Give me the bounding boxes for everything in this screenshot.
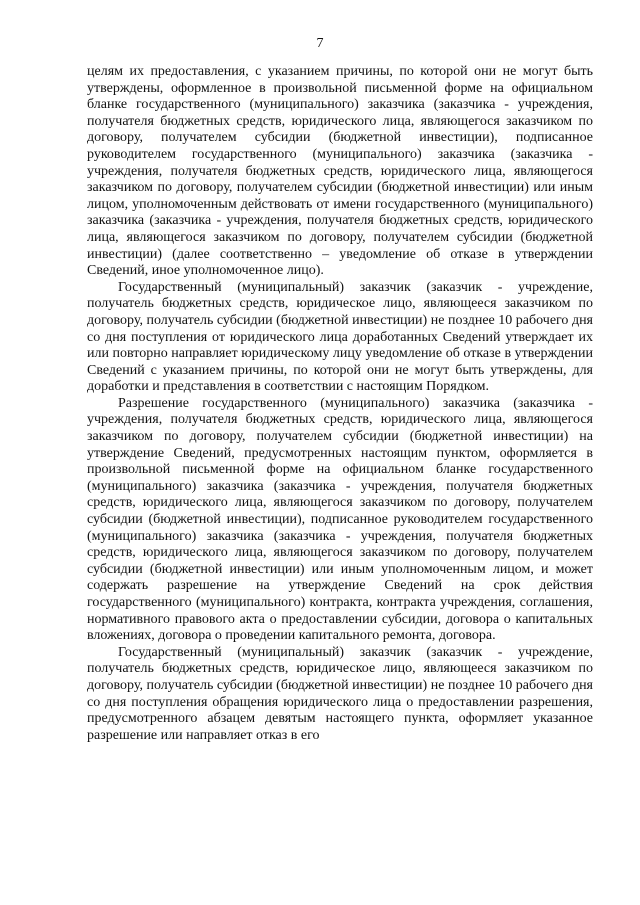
paragraph-continuation: целям их предоставления, с указанием причины, по которой они не могут быть утверждены, оформленное в произвольной письменной форме на официальном бланке государственного (муниципального) заказчика (заказчика - учреждения, получателя бюджетных средств, юридического лица, являющегося заказчиком по договору, получателем субсидии (бюджетной инвестиции), подписанное руководителем государственного (муниципального) заказчика (заказчика - учреждения, получателя бюджетных средств, юридического лица, являющегося заказчиком по договору, получателем субсидии (бюджетной инвестиции) или иным лицом, уполномоченным действовать от имени государственного (муниципального) заказчика (заказчика - учреждения, получателя бюджетных средств, юридического лица, являющегося заказчиком по договору, получателем субсидии (бюджетной инвестиции) (далее соответственно – уведомление об отказе в утверждении Сведений, иное уполномоченное лицо). (87, 64, 593, 279)
paragraph-resubmission: Государственный (муниципальный) заказчик (заказчик - учреждение, получатель бюджетных средств, юридическое лицо, являющееся заказчиком по договору, получатель субсидии (бюджетной инвестиции) не позднее 10 рабочего дня со дня поступления от юридического лица доработанных Сведений утверждает их или повторно направляет юридическому лицу уведомление об отказе в утверждении Сведений с указанием причины, по которой они не могут быть утверждены, для доработки и представления в соответствии с настоящим Порядком. (87, 279, 593, 395)
paragraph-permission: Разрешение государственного (муниципального) заказчика (заказчика - учреждения, получателя бюджетных средств, юридического лица, являющегося заказчиком по договору, получателем субсидии (бюджетной инвестиции) на утверждение Сведений, предусмотренных настоящим пунктом, оформляется в произвольной письменной форме на официальном бланке государственного (муниципального) заказчика (заказчика - учреждения, получателя бюджетных средств, юридического лица, являющегося заказчиком по договору, получателем субсидии (бюджетной инвестиции), подписанное руководителем государственного (муниципального) заказчика (заказчика - учреждения, получателя бюджетных средств, юридического лица, являющегося заказчиком по договору, получателем субсидии (бюджетной инвестиции) или иным уполномоченным лицом, и может содержать разрешение на утверждение Сведений на срок действия государственного (муниципального) контракта, контракта учреждения, соглашения, нормативного правового акта о предоставлении субсидии, договора о капитальных вложениях, договора о проведении капитального ремонта, договора. (87, 395, 593, 644)
page-number: 7 (316, 36, 324, 51)
paragraph-permission-deadline: Государственный (муниципальный) заказчик (заказчик - учреждение, получатель бюджетных средств, юридическое лицо, являющееся заказчиком по договору, получатель субсидии (бюджетной инвестиции) не позднее 10 рабочего дня со дня поступления обращения юридического лица о предоставлении разрешения, предусмотренного абзацем девятым настоящего пункта, оформляет указанное разрешение или направляет отказ в его (87, 644, 593, 743)
document-body (87, 64, 593, 744)
